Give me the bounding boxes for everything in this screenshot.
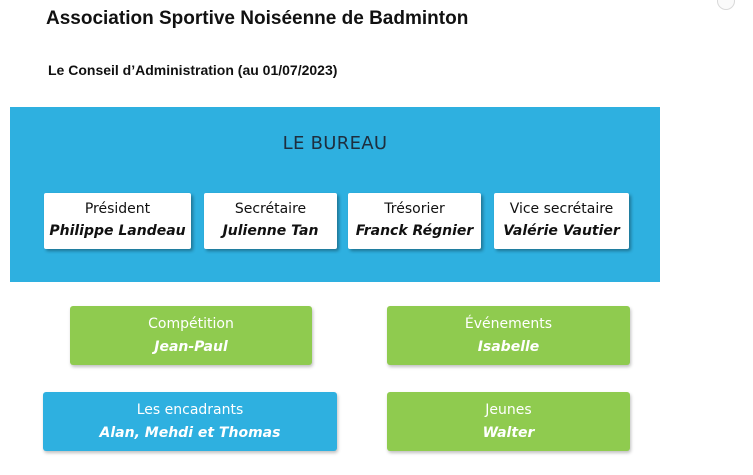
member-role: Vice secrétaire — [509, 201, 614, 217]
member-card-secretaire — [204, 193, 337, 249]
group-person: Jean-Paul — [154, 339, 228, 355]
bureau-panel — [10, 107, 660, 282]
corner-circle-icon — [717, 0, 735, 10]
member-card-tresorier — [348, 193, 481, 249]
group-label: Jeunes — [485, 402, 532, 418]
bureau-title: LE BUREAU — [282, 133, 388, 154]
subtitle-date: (au 01/07/2023) — [237, 62, 338, 78]
member-role: Trésorier — [384, 201, 445, 217]
group-encadrants — [43, 392, 337, 451]
member-name: Franck Régnier — [355, 223, 474, 239]
group-jeunes — [387, 392, 630, 451]
member-card-president — [44, 193, 191, 249]
member-name: Philippe Landeau — [49, 223, 186, 239]
group-person: Isabelle — [477, 339, 540, 355]
group-label: Compétition — [148, 316, 234, 332]
member-name: Julienne Tan — [222, 223, 319, 239]
member-role: Secrétaire — [234, 201, 307, 217]
member-card-vice-secretaire — [494, 193, 629, 249]
subtitle-main: Le Conseil d’Administration — [48, 62, 234, 78]
group-person: Walter — [482, 425, 535, 441]
subtitle — [48, 62, 337, 78]
group-label: Événements — [464, 316, 553, 332]
page-title: Association Sportive Noiséenne de Badminton — [46, 8, 469, 29]
member-name: Valérie Vautier — [503, 223, 620, 239]
group-person: Alan, Mehdi et Thomas — [99, 425, 281, 441]
member-role: Président — [84, 201, 151, 217]
group-label: Les encadrants — [136, 402, 244, 418]
group-competition — [70, 306, 312, 365]
group-evenements — [387, 306, 630, 365]
